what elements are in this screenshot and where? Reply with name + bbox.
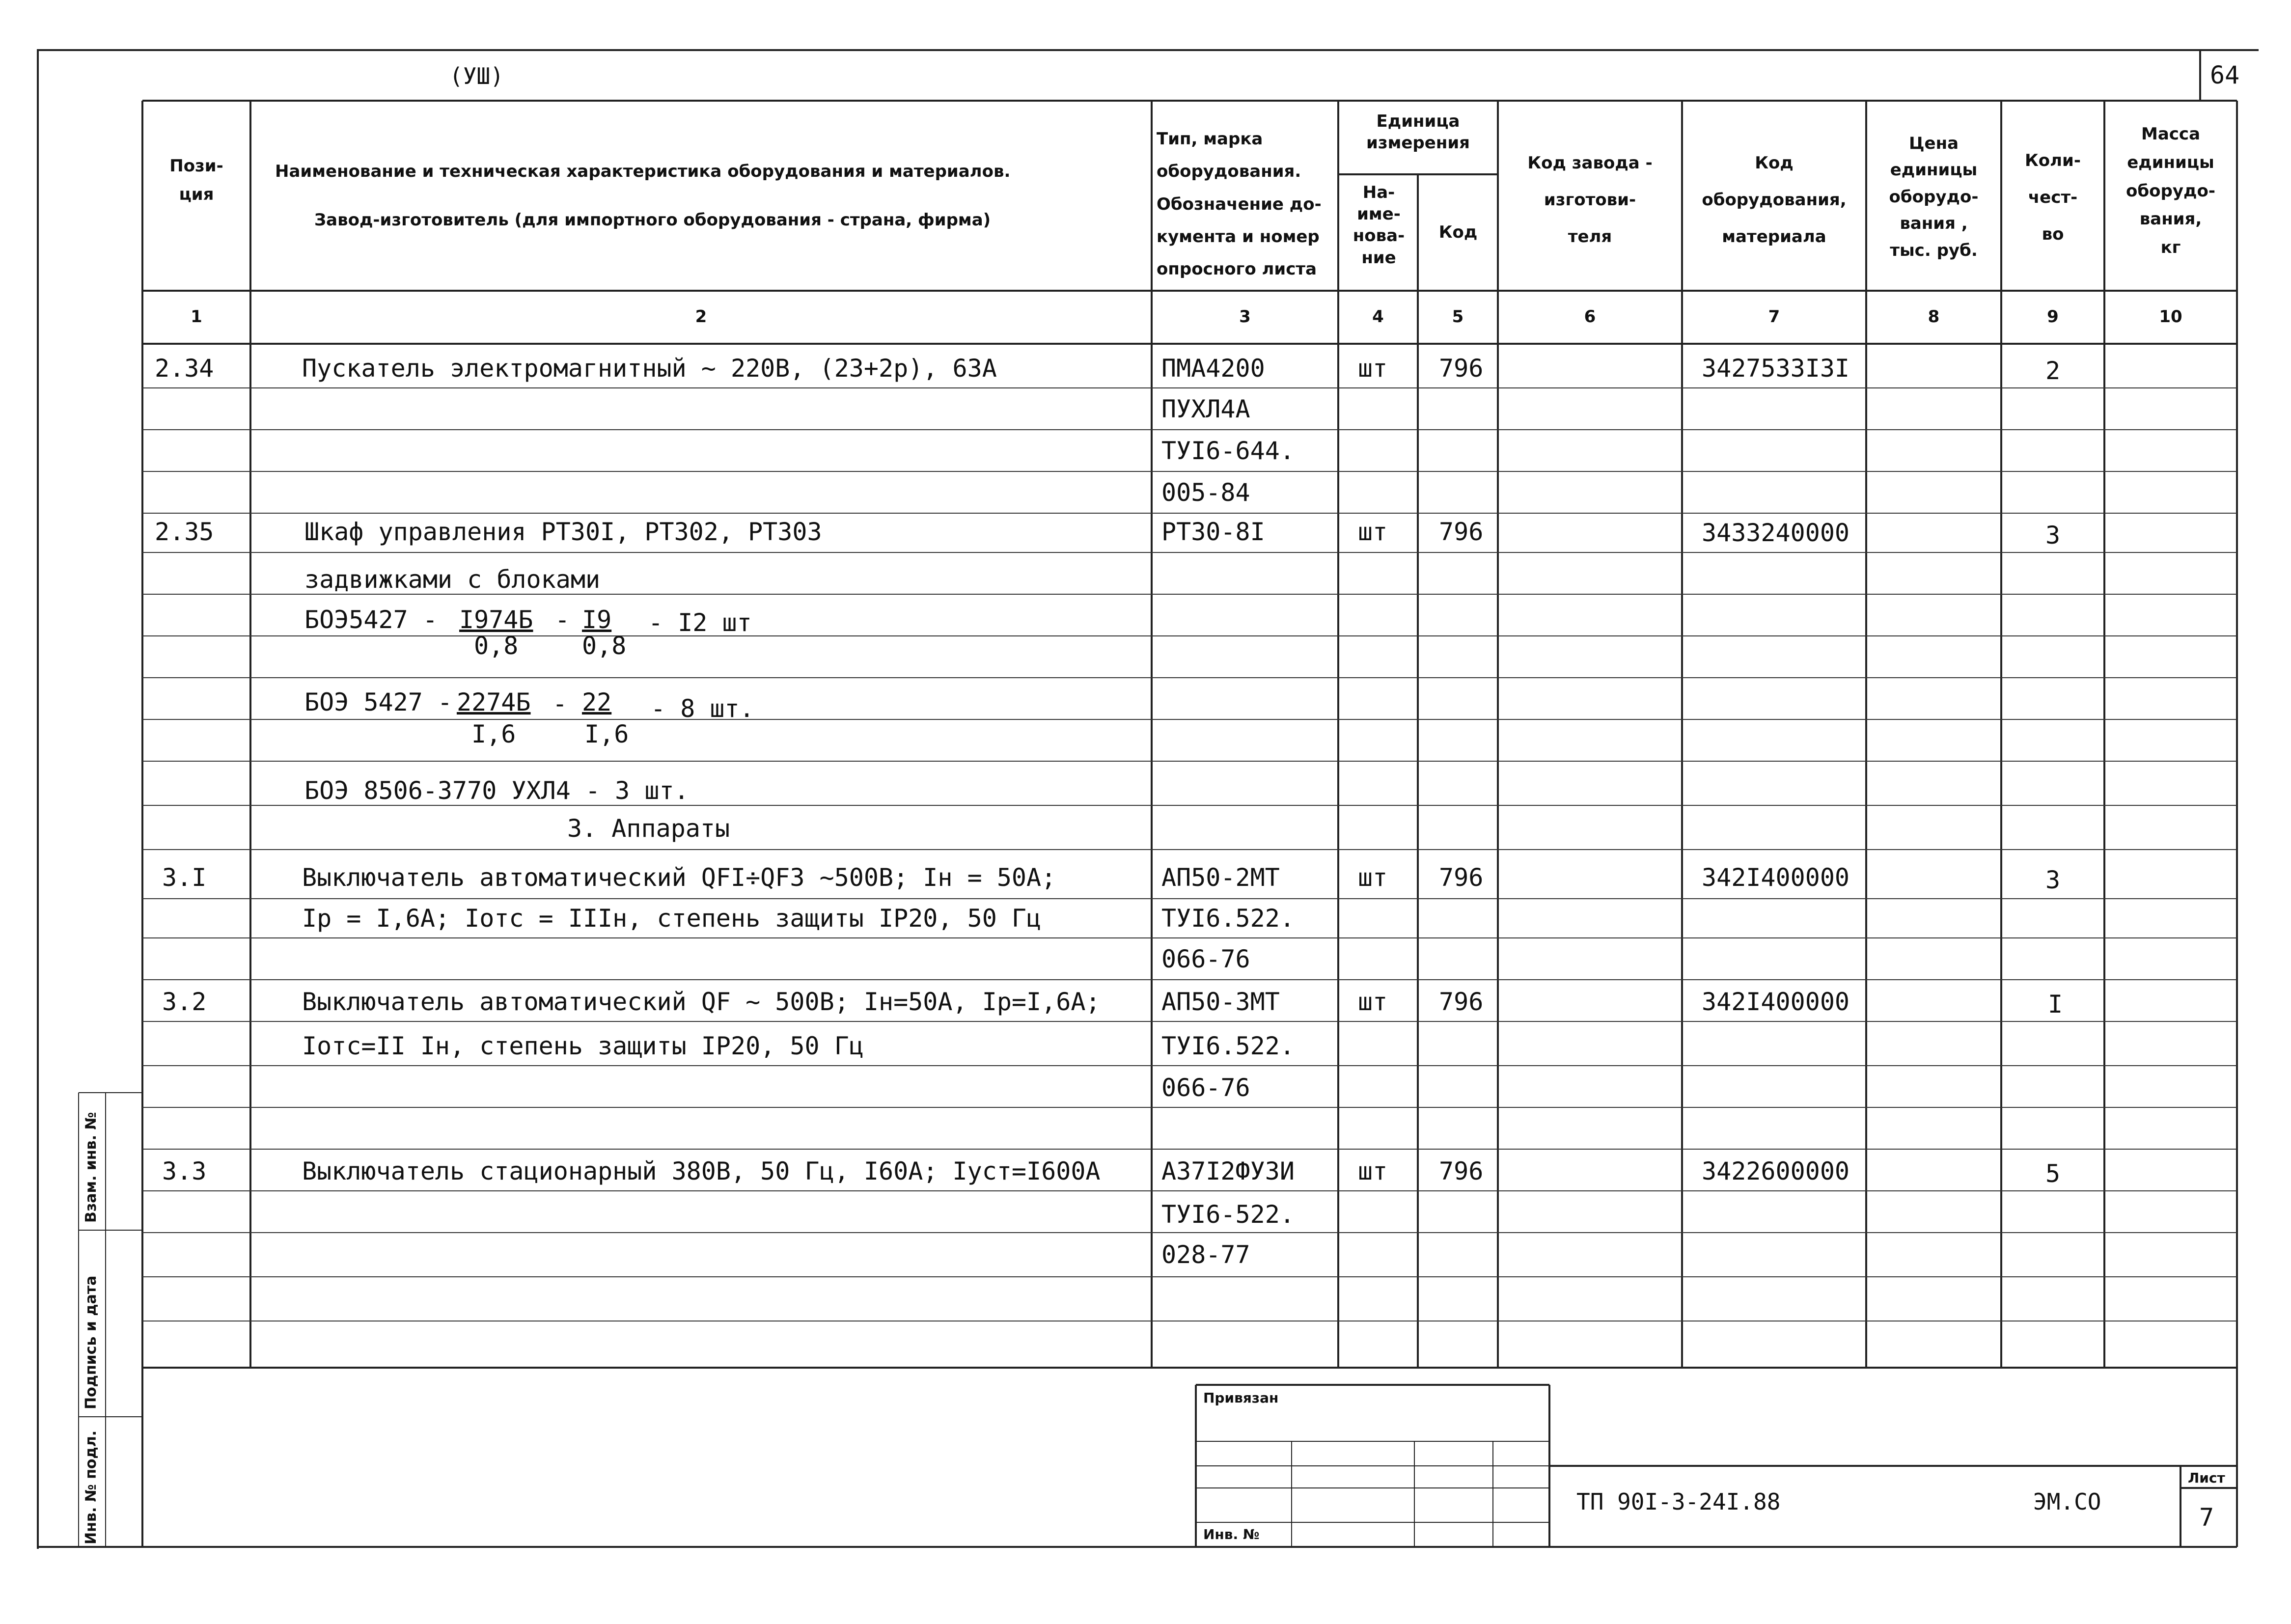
row-2-34-type-4: 005-84	[1161, 478, 1250, 507]
header-unit-name: На- име- нова- ние	[1353, 183, 1405, 268]
side-label-vzam: Взам. инв. №	[83, 1112, 100, 1223]
block-2-suffix: - 8 шт.	[651, 694, 754, 723]
row-3-3-position: 3.3	[162, 1157, 207, 1185]
row-3-2-unit: шт	[1358, 988, 1388, 1016]
row-2-34-unit: шт	[1358, 354, 1388, 383]
document-code: ТП 90I-3-24I.88	[1576, 1488, 1781, 1515]
row-2-34-quantity: 2	[2045, 357, 2061, 385]
row-3-3-type-3: 028-77	[1161, 1240, 1250, 1269]
sheet-label: Лист	[2188, 1470, 2225, 1486]
row-3-1-position: 3.I	[162, 863, 207, 892]
col-number-8: 8	[1928, 307, 1940, 327]
row-3-2-code: 796	[1439, 988, 1484, 1016]
row-3-2-quantity: I	[2048, 990, 2063, 1018]
row-2-35-name-2: задвижками с блоками	[304, 565, 601, 594]
row-3-1-quantity: 3	[2045, 866, 2061, 894]
row-2-34-type-3: ТУI6-644.	[1161, 437, 1295, 465]
block-1-denominator-1: 0,8	[474, 632, 519, 660]
header-mass: Масса единицы оборудо- вания, кг	[2126, 124, 2215, 258]
block-1-denominator-2: 0,8	[582, 632, 627, 660]
row-2-34-type-1: ПМА4200	[1161, 354, 1265, 383]
block-1-suffix: - I2 шт	[648, 608, 752, 637]
block-3-text: БОЭ 8506-3770 УХЛ4 - 3 шт.	[304, 776, 689, 805]
row-3-1-equipment-code: 342I400000	[1702, 863, 1850, 892]
row-2-34-equipment-code: 3427533I3I	[1702, 354, 1850, 383]
row-2-35-name-1: Шкаф управления РТ30I, РТ302, РТ303	[304, 518, 822, 546]
header-unit-group: Единица измерения	[1366, 111, 1470, 153]
row-2-34-code: 796	[1439, 354, 1484, 383]
row-3-3-unit: шт	[1358, 1157, 1388, 1185]
col-number-2: 2	[695, 307, 707, 327]
row-3-1-name-2: Iр = I,6А; Iотс = IIIн, степень защиты IР20, 50 Гц	[302, 904, 1042, 933]
row-3-3-code: 796	[1439, 1157, 1484, 1185]
col-number-9: 9	[2047, 307, 2059, 327]
row-3-1-type-1: АП50-2МТ	[1161, 863, 1280, 892]
row-3-3-type-1: А37I2ФУЗИ	[1161, 1157, 1295, 1185]
row-3-1-type-2: ТУI6.522.	[1161, 904, 1295, 933]
header-factory-code: Код завода - изготови- теля	[1527, 153, 1653, 247]
row-3-2-type-3: 066-76	[1161, 1073, 1250, 1102]
row-2-34-type-2: ПУХЛ4А	[1161, 395, 1250, 423]
row-2-35-type: РТ30-8I	[1161, 518, 1265, 546]
section-3-title: 3. Аппараты	[567, 814, 730, 843]
row-3-3-quantity: 5	[2045, 1159, 2061, 1188]
row-3-1-type-3: 066-76	[1161, 945, 1250, 973]
header-position: Пози- ция	[169, 156, 223, 204]
col-number-5: 5	[1452, 307, 1464, 327]
header-unit-code: Код	[1438, 222, 1478, 242]
row-3-2-type-2: ТУI6.522.	[1161, 1032, 1295, 1060]
header-name: Наименование и техническая характеристика оборудования и материалов. Завод-изготовитель (для импортного оборудования - страна, фирма)	[275, 162, 1011, 230]
side-label-inv-podl: Инв. № подл.	[83, 1430, 100, 1544]
row-3-3-type-2: ТУI6-522.	[1161, 1200, 1295, 1229]
row-2-35-position: 2.35	[155, 518, 214, 546]
row-2-35-quantity: 3	[2045, 521, 2061, 550]
row-2-34-position: 2.34	[155, 354, 214, 383]
stamp-privyazan: Привязан	[1203, 1390, 1279, 1406]
header-quantity: Коли- чест- во	[2025, 151, 2081, 244]
col-number-7: 7	[1768, 307, 1780, 327]
row-2-34-name: Пускатель электромагнитный ~ 220В, (23+2р), 63А	[302, 354, 997, 383]
stamp-inv-no: Инв. №	[1203, 1526, 1260, 1542]
block-1-prefix: БОЭ5427 -	[304, 606, 438, 634]
page-corner-number: 64	[2210, 61, 2240, 89]
row-3-2-type-1: АП50-3МТ	[1161, 988, 1280, 1016]
row-2-35-equipment-code: 3433240000	[1702, 519, 1850, 547]
row-3-2-name-1: Выключатель автоматический QF ~ 500В; Iн=50А, Iр=I,6А;	[302, 988, 1101, 1016]
block-2-denominator-2: I,6	[584, 720, 629, 748]
block-1-numerator-1: I974Б	[459, 606, 533, 634]
block-2-denominator-1: I,6	[471, 720, 516, 748]
row-3-3-equipment-code: 3422600000	[1702, 1157, 1850, 1185]
col-number-3: 3	[1239, 307, 1251, 327]
row-3-1-unit: шт	[1358, 863, 1388, 892]
sheet-number: 7	[2199, 1503, 2214, 1532]
header-equipment-code: Код оборудования, материала	[1702, 153, 1847, 247]
block-2-numerator-1: 2274Б	[457, 688, 531, 716]
section-mark: (УШ)	[449, 63, 504, 89]
row-3-2-position: 3.2	[162, 988, 207, 1016]
col-number-1: 1	[191, 307, 202, 327]
row-3-2-equipment-code: 342I400000	[1702, 988, 1850, 1016]
row-2-35-code: 796	[1439, 518, 1484, 546]
block-1-numerator-2: I9	[582, 606, 612, 634]
col-number-4: 4	[1372, 307, 1384, 327]
row-3-1-code: 796	[1439, 863, 1484, 892]
row-2-35-unit: шт	[1358, 518, 1388, 546]
side-label-podpis: Подпись и дата	[83, 1275, 100, 1409]
row-3-2-name-2: Iотс=II Iн, степень защиты IР20, 50 Гц	[302, 1032, 864, 1060]
header-price: Цена единицы оборудо- вания , тыс. руб.	[1889, 134, 1979, 260]
block-2-prefix: БОЭ 5427 -	[304, 688, 453, 716]
header-type: Тип, марка оборудования. Обозначение до- кумента и номер опросного листа	[1157, 129, 1322, 279]
block-2-separator: -	[552, 689, 568, 718]
col-number-6: 6	[1584, 307, 1596, 327]
block-2-numerator-2: 22	[582, 688, 612, 716]
document-mark: ЭМ.СО	[2033, 1488, 2101, 1515]
row-3-1-name-1: Выключатель автоматический QFI÷QF3 ~500В; Iн = 50А;	[302, 863, 1056, 892]
block-1-separator: -	[555, 606, 570, 634]
row-3-3-name: Выключатель стационарный 380В, 50 Гц, I60А; Iуст=I600А	[302, 1157, 1101, 1185]
col-number-10: 10	[2159, 307, 2182, 327]
